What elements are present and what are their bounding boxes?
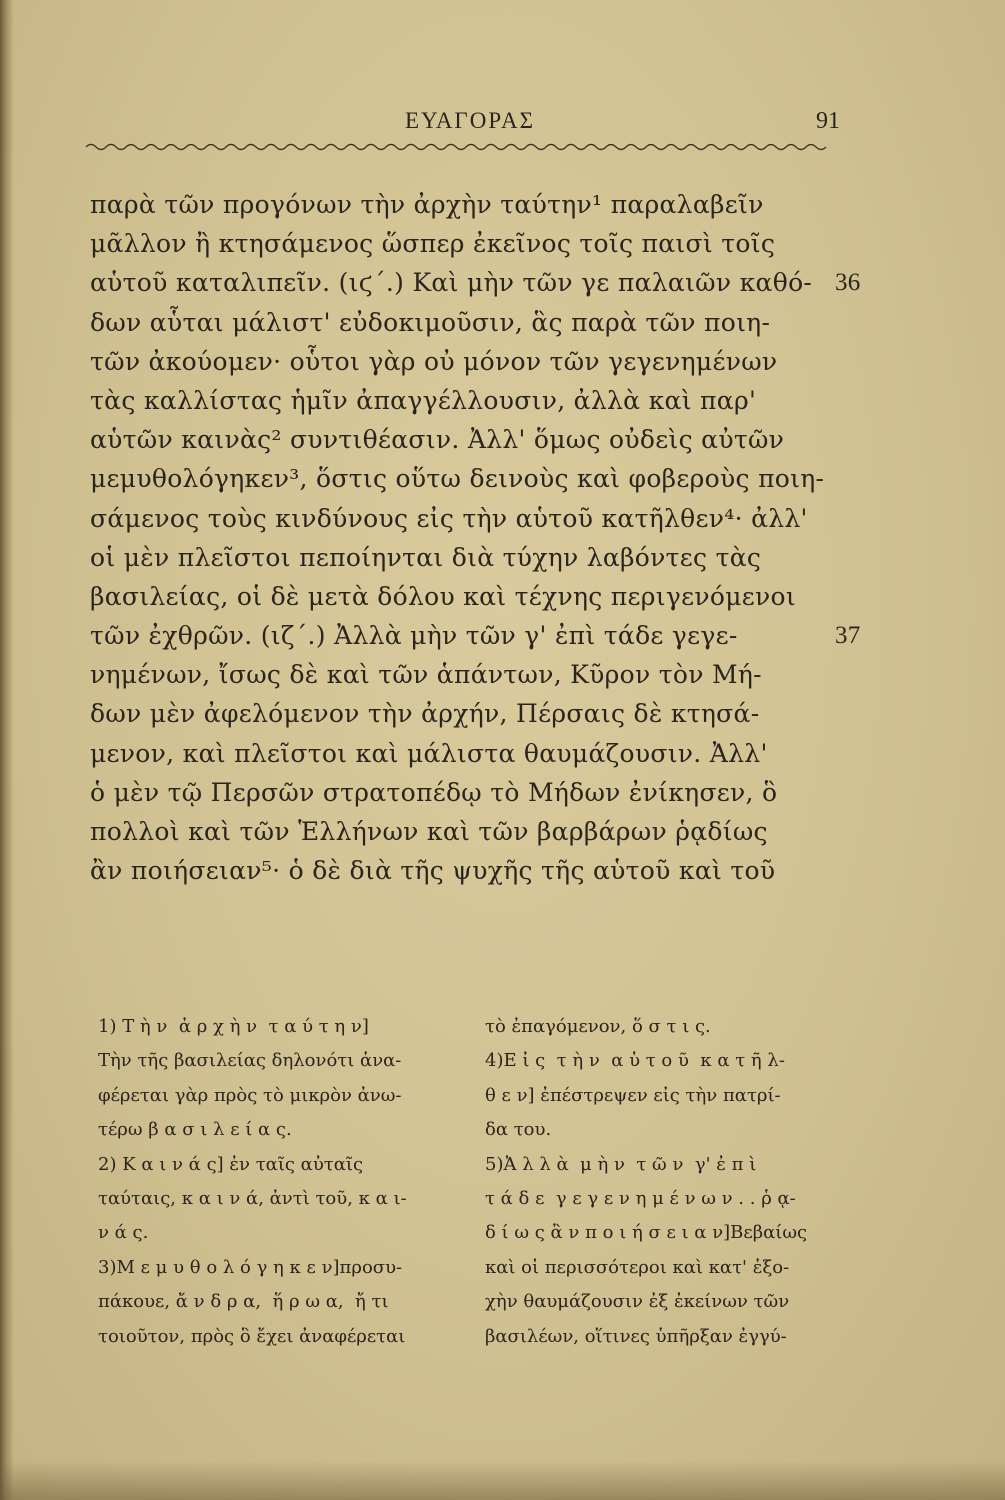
- footnote-line: καὶ οἱ περισσότεροι καὶ κατ' ἐξο-: [485, 1256, 790, 1278]
- text-line: δων μὲν ἀφελόμενον τὴν ἀρχήν, Πέρσαις δὲ κτησά-: [90, 699, 760, 729]
- running-title: ΕΥΑΓΟΡΑΣ: [404, 108, 536, 133]
- footnote-line: 5)Ἀ λ λ ὰ μ ὴ ν τ ῶ ν γ' ἐ π ὶ: [485, 1153, 757, 1175]
- text-line: μεμυθολόγηκεν³, ὅστις οὕτω δεινοὺς καὶ φοβεροὺς ποιη-: [90, 464, 825, 494]
- text-line: τὰς καλλίστας ἡμῖν ἀπαγγέλλουσιν, ἀλλὰ καὶ παρ': [90, 385, 757, 415]
- footnote-column-right: [485, 1010, 865, 1354]
- footnote-line: χὴν θαυμάζουσιν ἐξ ἐκείνων τῶν: [485, 1291, 790, 1313]
- text-line: ἂν ποιήσειαν⁵· ὁ δὲ διὰ τῆς ψυχῆς τῆς αὑτοῦ καὶ τοῦ: [90, 856, 776, 886]
- page-bottom-shadow: [0, 1460, 1005, 1500]
- footnote-line: τοιοῦτον, πρὸς ὃ ἔχει ἀναφέρεται: [98, 1325, 406, 1347]
- text-line: νημένων, ἴσως δὲ καὶ τῶν ἁπάντων, Κῦρον τὸν Μή-: [90, 660, 762, 690]
- page-gutter-shadow: [0, 0, 14, 1500]
- footnote-line: 4)Ε ἰ ς τ ὴ ν α ὑ τ ο ῦ κ α τ ῆ λ-: [485, 1050, 785, 1072]
- footnote-line: 3)Μ ε μ υ θ ο λ ό γ η κ ε ν]προσυ-: [98, 1256, 403, 1278]
- footnote-line: πάκουε, ἄ ν δ ρ α, ἥ ρ ω α, ἤ τι: [98, 1291, 389, 1313]
- text-line: μᾶλλον ἢ κτησάμενος ὥσπερ ἐκεῖνος τοῖς παισὶ τοῖς: [90, 229, 776, 259]
- footnote-line: 2) Κ α ι ν ά ς] ἐν ταῖς αὐταῖς: [98, 1153, 364, 1175]
- wavy-rule: [86, 140, 828, 154]
- text-line: τῶν ἀκούομεν· οὗτοι γὰρ οὐ μόνον τῶν γεγενημένων: [90, 346, 778, 376]
- footnote-line: τέρω β α σ ι λ ε ί α ς.: [98, 1119, 292, 1141]
- page-number: 91: [816, 108, 840, 134]
- main-text-block: [90, 185, 861, 890]
- text-line: πολλοὶ καὶ τῶν Ἑλλήνων καὶ τῶν βαρβάρων ῥᾳδίως: [90, 817, 768, 846]
- footnote-column-left: [98, 1010, 478, 1354]
- footnote-line: τὸ ἐπαγόμενον, ὅ σ τ ι ς.: [485, 1016, 711, 1037]
- margin-section-number: 36: [835, 269, 861, 297]
- text-line: ὁ μὲν τῷ Περσῶν στρατοπέδῳ τὸ Μήδων ἐνίκησεν, ὃ: [90, 777, 778, 807]
- text-line: βασιλείας, οἱ δὲ μετὰ δόλου καὶ τέχνης περιγενόμενοι: [90, 581, 796, 611]
- text-line: μενον, καὶ πλεῖστοι καὶ μάλιστα θαυμάζουσιν. Ἀλλ': [90, 738, 768, 768]
- footnote-line: ν ά ς.: [98, 1222, 149, 1244]
- footnote-line: θ ε ν] ἐπέστρεψεν εἰς τὴν πατρί-: [485, 1084, 781, 1106]
- margin-section-number: 37: [835, 622, 861, 650]
- footnote-line: ταύταις, κ α ι ν ά, ἀντὶ τοῦ, κ α ι-: [98, 1187, 407, 1209]
- text-line: τῶν ἐχθρῶν. (ιζ΄.) Ἀλλὰ μὴν τῶν γ' ἐπὶ τάδε γεγε- 37: [90, 616, 850, 655]
- text-line: δων αὗται μάλιστ' εὐδοκιμοῦσιν, ἃς παρὰ τῶν ποιη-: [90, 307, 771, 337]
- footnotes: [90, 1010, 860, 1390]
- text-line: οἱ μὲν πλεῖστοι πεποίηνται διὰ τύχην λαβόντες τὰς: [90, 542, 762, 572]
- footnote-line: βασιλέων, οἵτινες ὑπῆρξαν ἐγγύ-: [485, 1325, 787, 1347]
- text-line: αὑτῶν καινὰς² συντιθέασιν. Ἀλλ' ὅμως οὐδεὶς αὐτῶν: [90, 425, 785, 455]
- footnote-line: 1) Τ ὴ ν ἀ ρ χ ὴ ν τ α ύ τ η ν]: [98, 1016, 369, 1037]
- footnote-line: φέρεται γὰρ πρὸς τὸ μικρὸν ἀνω-: [98, 1084, 402, 1106]
- footnote-line: Τὴν τῆς βασιλείας δηλονότι ἀνα-: [98, 1050, 402, 1072]
- footnote-line: τ ά δ ε γ ε γ ε ν η μ έ ν ω ν . . ῥ ᾳ-: [485, 1187, 796, 1209]
- text-line: σάμενος τοὺς κινδύνους εἰς τὴν αὑτοῦ κατῆλθεν⁴· ἀλλ': [90, 503, 808, 533]
- text-line: παρὰ τῶν προγόνων τὴν ἀρχὴν ταύτην¹ παραλαβεῖν: [90, 190, 764, 219]
- footnote-line: δα του.: [485, 1119, 552, 1141]
- footnote-line: δ ί ω ς ἂ ν π ο ι ή σ ε ι α ν]Βεβαίως: [485, 1222, 808, 1244]
- text-line: αὑτοῦ καταλιπεῖν. (ιϛ΄.) Καὶ μὴν τῶν γε παλαιῶν καθό- 36: [90, 263, 850, 302]
